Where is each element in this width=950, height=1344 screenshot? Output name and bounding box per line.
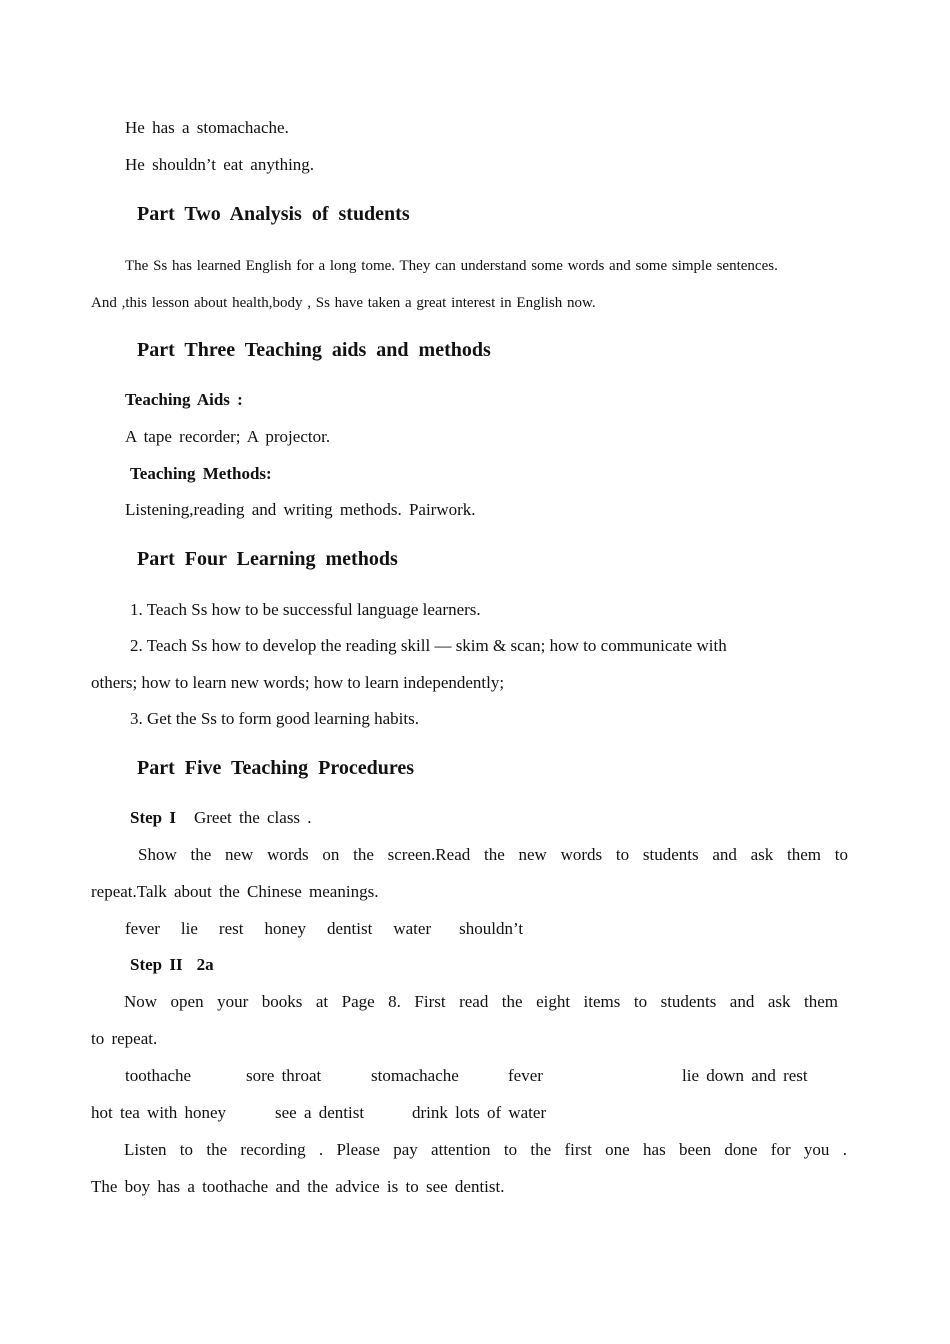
teaching-methods-label: Teaching Methods:: [130, 464, 272, 483]
item-lie-down-and-rest: lie down and rest: [682, 1066, 808, 1085]
item-fever: fever: [508, 1066, 543, 1085]
new-words-row: [125, 919, 523, 939]
step-1-paragraph-line-2: repeat.Talk about the Chinese meanings.: [91, 882, 379, 901]
teaching-methods-text: Listening,reading and writing methods. Pairwork.: [125, 500, 476, 519]
item-stomachache: stomachache: [371, 1066, 459, 1085]
word-shouldnt: shouldn’t: [459, 919, 524, 938]
step-1-title: Greet the class .: [193, 808, 312, 827]
sentence-shouldnt-eat: He shouldn’t eat anything.: [125, 155, 315, 174]
step-1-label: Step I: [130, 808, 176, 827]
teaching-aids-text: A tape recorder; A projector.: [125, 427, 331, 446]
analysis-paragraph-line-2: And ,this lesson about health,body , Ss have taken a great interest in English now.: [91, 295, 596, 311]
heading-part-five: Part Five Teaching Procedures: [137, 757, 415, 779]
step-1-line: [130, 808, 312, 828]
analysis-paragraph-line-1: The Ss has learned English for a long tome. They can understand some words and some simple sentences.: [125, 258, 778, 274]
listen-paragraph-line-2: The boy has a toothache and the advice is to see dentist.: [91, 1177, 505, 1196]
word-rest: rest: [218, 919, 244, 938]
sentence-stomachache: He has a stomachache.: [125, 118, 289, 137]
step-2-title: 2a: [196, 955, 214, 974]
heading-part-four: Part Four Learning methods: [137, 548, 398, 570]
word-lie: lie: [180, 919, 198, 938]
step-2-paragraph-line-2: to repeat.: [91, 1029, 158, 1048]
item-toothache: toothache: [125, 1066, 192, 1085]
learning-method-item-3: 3. Get the Ss to form good learning habits.: [130, 709, 419, 728]
listen-paragraph-line-1: Listen to the recording . Please pay attention to the first one has been done for you .: [124, 1140, 847, 1159]
learning-method-item-1: 1. Teach Ss how to be successful language learners.: [130, 600, 481, 619]
word-water: water: [393, 919, 432, 938]
step-2-label: Step II: [130, 955, 183, 974]
item-sore-throat: sore throat: [246, 1066, 322, 1085]
word-fever: fever: [125, 919, 160, 938]
step-2-line: [130, 955, 214, 975]
word-dentist: dentist: [327, 919, 373, 938]
step-2-paragraph-line-1: Now open your books at Page 8. First read the eight items to students and ask them: [124, 992, 838, 1011]
teaching-aids-label: Teaching Aids :: [125, 390, 243, 409]
word-honey: honey: [264, 919, 307, 938]
step-1-paragraph-line-1: Show the new words on the screen.Read the new words to students and ask them to: [138, 845, 848, 864]
item-see-a-dentist: see a dentist: [275, 1103, 365, 1122]
item-hot-tea-with-honey: hot tea with honey: [91, 1103, 227, 1122]
heading-part-two: Part Two Analysis of students: [137, 203, 410, 225]
learning-method-item-2-line-2: others; how to learn new words; how to learn independently;: [91, 673, 505, 692]
item-drink-lots-of-water: drink lots of water: [412, 1103, 547, 1122]
learning-method-item-2-line-1: 2. Teach Ss how to develop the reading skill — skim & scan; how to communicate with: [130, 636, 727, 655]
heading-part-three: Part Three Teaching aids and methods: [137, 339, 491, 361]
